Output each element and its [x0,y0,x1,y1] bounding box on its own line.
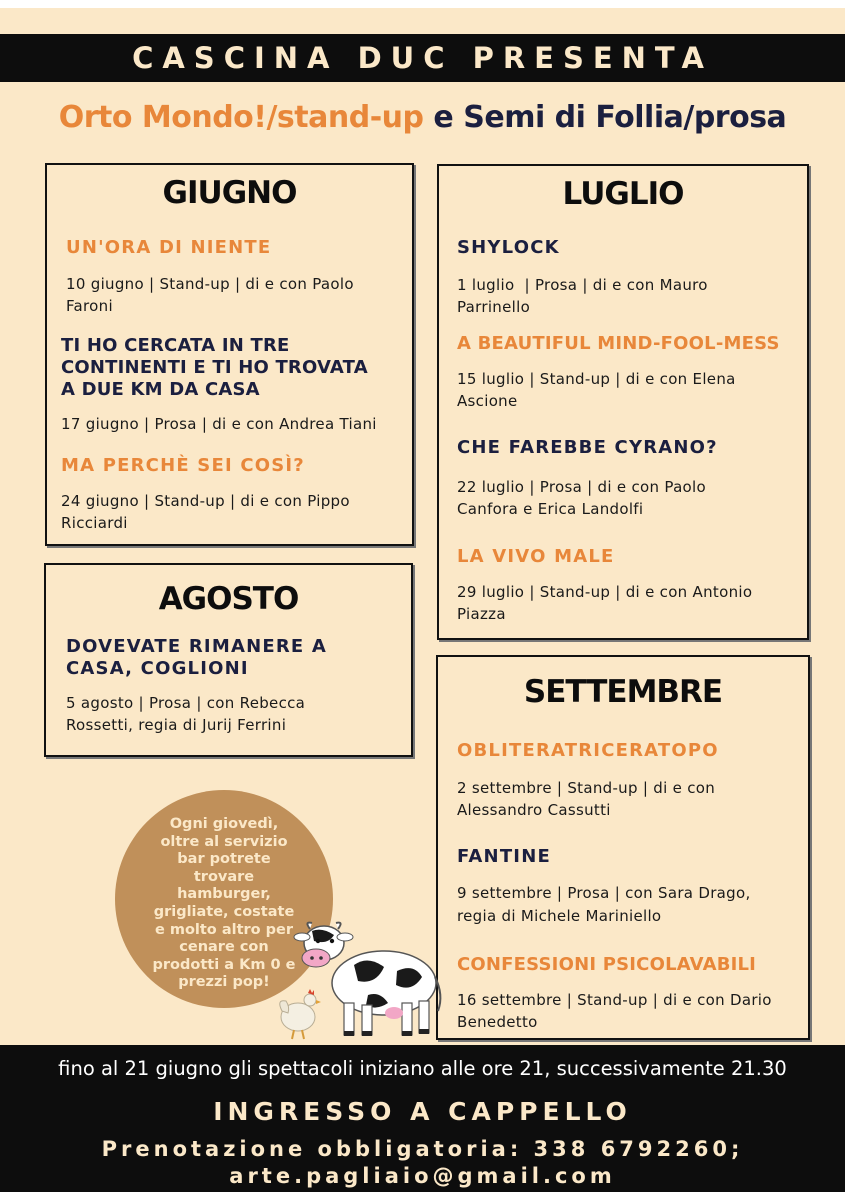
event-title: UN'ORA DI NIENTE [66,237,272,258]
event-title: CASA, COGLIONI [66,658,249,679]
month-giugno: GIUGNO [162,175,297,211]
event-detail: 29 luglio | Stand-up | di e con Antonio [457,583,753,601]
footer-email[interactable]: arte.pagliaio@gmail.com [229,1164,616,1188]
agosto-box [44,563,413,757]
subtitle-part1: Orto Mondo!/stand-up [58,100,424,135]
event-detail: 5 agosto | Prosa | con Rebecca [66,694,306,712]
giugno-box [45,163,414,546]
event-detail: 2 settembre | Stand-up | di e con [457,779,716,797]
event-detail: Ascione [457,392,518,410]
food-note-line: prezzi pop! [178,974,270,991]
event-title: A DUE KM DA CASA [61,379,260,400]
footer-booking: Prenotazione obbligatoria: 338 6792260; [101,1137,744,1161]
food-note-line: oltre al servizio [160,833,288,850]
event-detail: 10 giugno | Stand-up | di e con Paolo [66,275,354,293]
settembre-box [436,655,810,1040]
food-note-line: trovare [193,868,255,885]
event-detail: Canfora e Erica Landolfi [457,500,644,518]
food-note-line: cenare con [179,939,269,956]
event-title: DOVEVATE RIMANERE A [66,636,327,657]
food-note-line: hamburger, [177,886,271,903]
event-title: LA VIVO MALE [457,546,615,567]
food-note-line: bar potrete [177,851,271,868]
event-detail: 22 luglio | Prosa | di e con Paolo [457,478,706,496]
subtitle-part2: Semi di Follia/prosa [463,100,787,135]
event-detail: 17 giugno | Prosa | di e con Andrea Tiani [61,415,377,433]
event-detail: 9 settembre | Prosa | con Sara Drago, [457,884,751,902]
subtitle [0,100,845,135]
event-detail: Alessandro Cassutti [457,801,611,819]
event-detail: Benedetto [457,1013,538,1031]
farm-illustration [272,915,447,1047]
top-margin [0,0,845,8]
luglio-box [437,164,809,640]
subtitle-connector: e [423,100,464,135]
month-luglio: LUGLIO [562,176,684,212]
event-detail: Faroni [66,297,113,315]
event-detail: Piazza [457,605,506,623]
food-note-line: Ogni giovedì, [169,816,279,832]
event-title: CONFESSIONI PSICOLAVABILI [457,954,757,975]
event-detail: Ricciardi [61,514,128,532]
event-title: FANTINE [457,846,551,867]
food-note-line: e molto altro per [154,921,294,938]
event-title: SHYLOCK [457,237,560,258]
cow-icon [272,915,447,1047]
event-title: CHE FAREBBE CYRANO? [457,437,718,458]
event-detail: 15 luglio | Stand-up | di e con Elena [457,370,736,388]
event-detail: regia di Michele Mariniello [457,907,662,925]
event-detail: 24 giugno | Stand-up | di e con Pippo [61,492,350,510]
event-detail: 16 settembre | Stand-up | di e con Dario [457,991,772,1009]
event-title: A BEAUTIFUL MIND-FOOL-MESS [457,333,780,354]
food-note-line: prodotti a Km 0 e [152,956,296,973]
header-title: CASCINA DUC PRESENTA [0,34,845,82]
event-detail: Rossetti, regia di Jurij Ferrini [66,716,287,734]
event-title: CONTINENTI E TI HO TROVATA [61,357,368,378]
footer-schedule: fino al 21 giugno gli spettacoli iniziano alle ore 21, successivamente 21.30 [58,1057,787,1080]
footer-entry: INGRESSO A CAPPELLO [213,1097,632,1126]
event-detail: 1 luglio | Prosa | di e con Mauro [457,276,708,294]
event-title: TI HO CERCATA IN TRE [61,335,290,356]
hen-icon [280,989,321,1039]
event-title: OBLITERATRICERATOPO [457,740,719,761]
food-note-line: grigliate, costate [153,903,295,920]
event-detail: Parrinello [457,298,531,316]
event-title: MA PERCHÈ SEI COSÌ? [61,455,305,476]
month-agosto: AGOSTO [158,581,299,617]
month-settembre: SETTEMBRE [523,674,723,710]
